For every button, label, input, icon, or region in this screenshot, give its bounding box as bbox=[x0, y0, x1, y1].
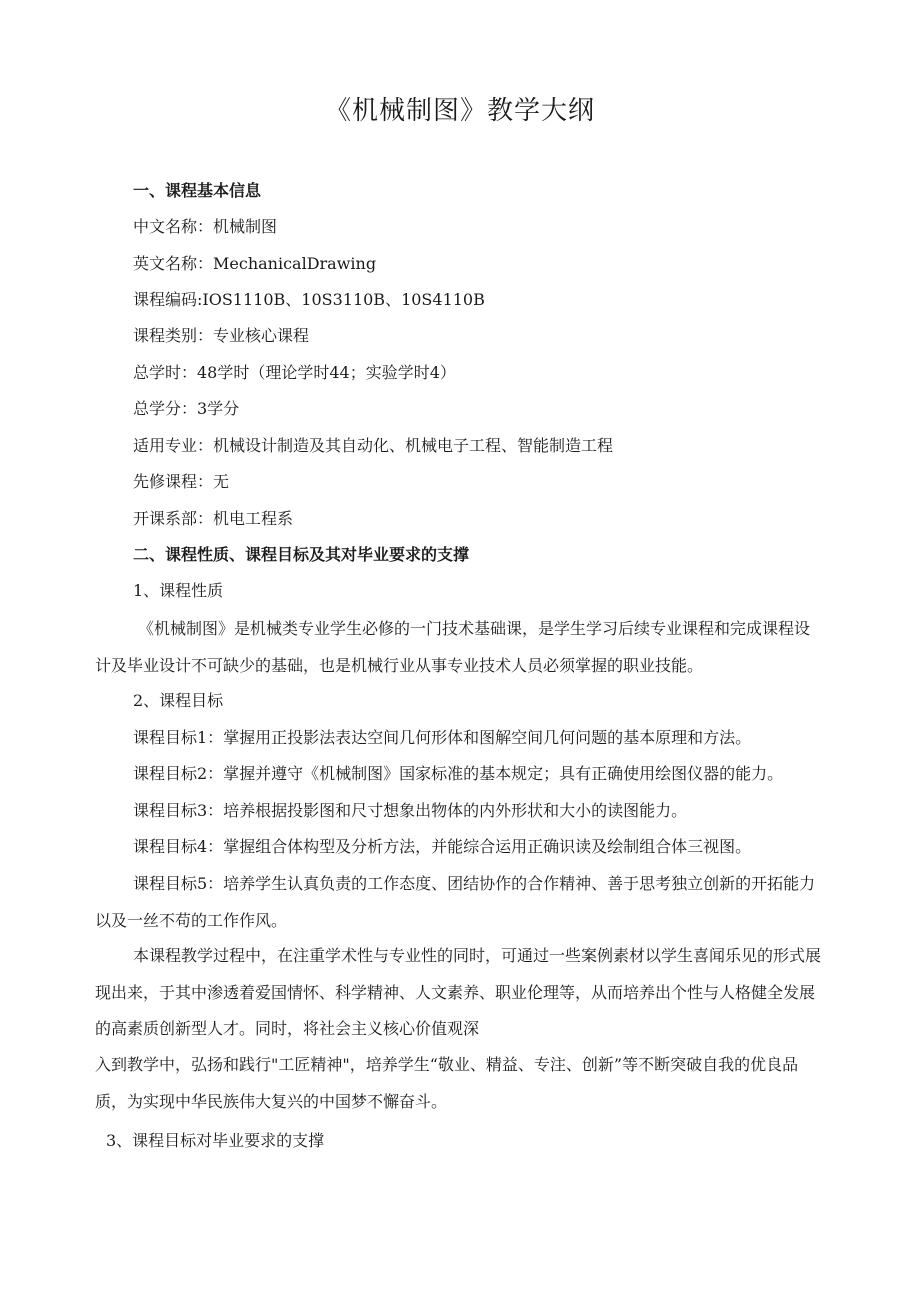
section-heading-basic-info: 一、课程基本信息 bbox=[133, 181, 262, 200]
section-heading-nature-goals: 二、课程性质、课程目标及其对毕业要求的支撑 bbox=[133, 545, 470, 564]
course-goal-5: 课程目标5：培养学生认真负责的工作态度、团结协作的合作精神、善于思考独立创新的开拓能力以及一丝不苟的工作作风。 bbox=[95, 874, 816, 930]
course-english-name: 英文名称：MechanicalDrawing bbox=[133, 254, 377, 273]
subheading-goals-support: 3、课程目标对毕业要求的支撑 bbox=[106, 1131, 325, 1150]
course-chinese-name: 中文名称：机械制图 bbox=[133, 217, 278, 236]
course-code: 课程编码:IOS1110B、10S3110B、10S4110B bbox=[133, 290, 485, 309]
course-goal-4: 课程目标4：掌握组合体构型及分析方法，并能综合运用正确识读及绘制组合体三视图。 bbox=[133, 837, 752, 856]
course-nature-paragraph: 《机械制图》是机械类专业学生必修的一门技术基础课，是学生学习后续专业课程和完成课程设计及毕业设计不可缺少的基础，也是机械行业从事专业技术人员必须掌握的职业技能。 bbox=[95, 619, 811, 675]
subheading-course-goals: 2、课程目标 bbox=[133, 691, 224, 710]
document-title: 《机械制图》教学大纲 bbox=[324, 96, 595, 126]
course-credits: 总学分：3学分 bbox=[133, 399, 240, 418]
course-goal-2: 课程目标2：掌握并遵守《机械制图》国家标准的基本规定；具有正确使用绘图仪器的能力。 bbox=[133, 764, 784, 783]
course-total-hours: 总学时：48学时（理论学时44；实验学时4） bbox=[133, 363, 456, 382]
prerequisite-courses: 先修课程：无 bbox=[133, 472, 230, 491]
ideology-paragraph-part2: 入到教学中，弘扬和践行"工匠精神"，培养学生“敬业、精益、专注、创新”等不断突破自我的优良品质，为实现中华民族伟大复兴的中国梦不懈奋斗。 bbox=[95, 1055, 799, 1111]
course-goal-1: 课程目标1：掌握用正投影法表达空间几何形体和图解空间几何问题的基本原理和方法。 bbox=[133, 728, 752, 747]
applicable-majors: 适用专业：机械设计制造及其自动化、机械电子工程、智能制造工程 bbox=[133, 436, 614, 455]
course-category: 课程类别：专业核心课程 bbox=[133, 326, 310, 345]
subheading-course-nature: 1、课程性质 bbox=[133, 581, 224, 600]
offering-department: 开课系部：机电工程系 bbox=[133, 509, 294, 528]
ideology-paragraph-part1: 本课程教学过程中，在注重学术性与专业性的同时，可通过一些案例素材以学生喜闻乐见的形式展现出来，于其中渗透着爱国情怀、科学精神、人文素养、职业伦理等，从而培养出个性与人格健全发展的高素质创新型人才。同时，将社会主义核心价值观深 bbox=[95, 946, 822, 1038]
course-goal-3: 课程目标3：培养根据投影图和尺寸想象出物体的内外形状和大小的读图能力。 bbox=[133, 801, 688, 820]
